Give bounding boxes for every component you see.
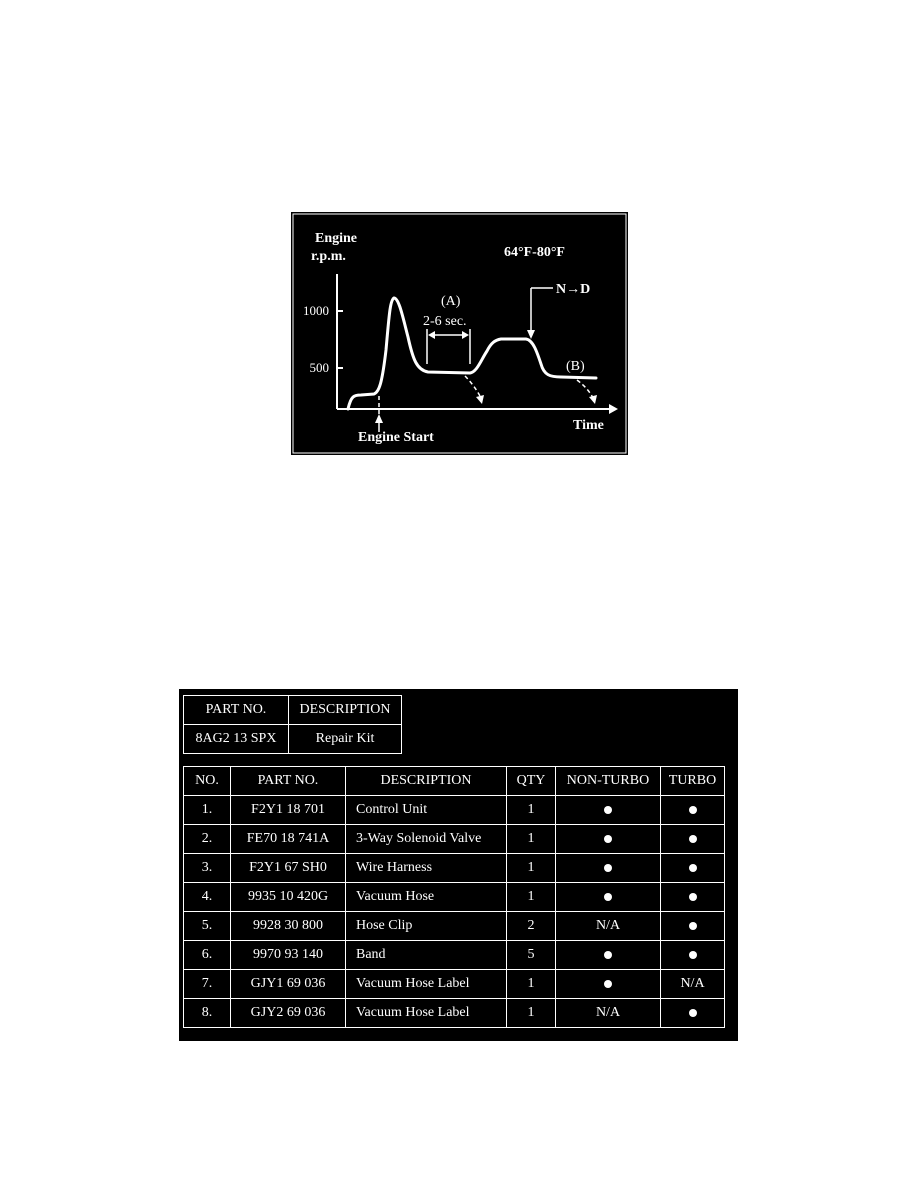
cell-turbo xyxy=(661,912,725,941)
cell-description: Vacuum Hose Label xyxy=(346,999,507,1028)
cell-qty: 1 xyxy=(507,999,556,1028)
marker-a-duration: 2-6 sec. xyxy=(423,314,467,329)
table-row xyxy=(184,883,725,912)
cell-non-turbo xyxy=(556,970,661,999)
parts-table xyxy=(183,766,725,1028)
header-no: NO. xyxy=(184,767,231,796)
cell-no: 7. xyxy=(184,970,231,999)
cell-no: 5. xyxy=(184,912,231,941)
marker-b-label: (B) xyxy=(566,359,585,374)
availability-dot-icon xyxy=(604,980,612,988)
cell-non-turbo xyxy=(556,854,661,883)
cell-qty: 1 xyxy=(507,883,556,912)
cell-description: Control Unit xyxy=(346,796,507,825)
cell-qty: 1 xyxy=(507,825,556,854)
y-tick-1000: 1000 xyxy=(303,303,329,318)
availability-dot-icon xyxy=(604,893,612,901)
cell-turbo xyxy=(661,825,725,854)
kit-part-no: 8AG2 13 SPX xyxy=(184,725,289,754)
cell-qty: 1 xyxy=(507,854,556,883)
cell-part-no: F2Y1 18 701 xyxy=(231,796,346,825)
x-axis-label: Time xyxy=(573,418,604,433)
cell-description: 3-Way Solenoid Valve xyxy=(346,825,507,854)
availability-dot-icon xyxy=(604,806,612,814)
cell-description: Vacuum Hose xyxy=(346,883,507,912)
cell-description: Vacuum Hose Label xyxy=(346,970,507,999)
cell-turbo xyxy=(661,999,725,1028)
y-tick-500: 500 xyxy=(309,360,329,375)
cell-part-no: GJY2 69 036 xyxy=(231,999,346,1028)
cell-part-no: FE70 18 741A xyxy=(231,825,346,854)
availability-dot-icon xyxy=(604,835,612,843)
cell-turbo xyxy=(661,796,725,825)
kit-header-description: DESCRIPTION xyxy=(289,696,402,725)
cell-no: 3. xyxy=(184,854,231,883)
y-axis-label-line2: r.p.m. xyxy=(311,249,346,264)
cell-no: 1. xyxy=(184,796,231,825)
availability-dot-icon xyxy=(689,835,697,843)
parts-header-row xyxy=(184,767,725,796)
marker-a-label: (A) xyxy=(441,294,461,309)
cell-qty: 1 xyxy=(507,970,556,999)
shift-label: N→D xyxy=(556,282,591,297)
table-row xyxy=(184,999,725,1028)
cell-qty: 2 xyxy=(507,912,556,941)
cell-turbo xyxy=(661,941,725,970)
table-row xyxy=(184,970,725,999)
availability-dot-icon xyxy=(604,951,612,959)
table-row xyxy=(184,854,725,883)
parts-body xyxy=(184,796,725,1028)
cell-description: Wire Harness xyxy=(346,854,507,883)
cell-non-turbo: N/A xyxy=(556,912,661,941)
availability-dot-icon xyxy=(689,893,697,901)
table-row xyxy=(184,912,725,941)
cell-part-no: GJY1 69 036 xyxy=(231,970,346,999)
cell-turbo: N/A xyxy=(661,970,725,999)
engine-rpm-figure xyxy=(291,212,628,455)
table-row xyxy=(184,941,725,970)
cell-part-no: F2Y1 67 SH0 xyxy=(231,854,346,883)
header-turbo: TURBO xyxy=(661,767,725,796)
kit-description: Repair Kit xyxy=(289,725,402,754)
availability-dot-icon xyxy=(689,951,697,959)
availability-dot-icon xyxy=(689,864,697,872)
kit-header-row xyxy=(184,696,402,725)
availability-dot-icon xyxy=(689,806,697,814)
kit-row xyxy=(184,725,402,754)
cell-non-turbo xyxy=(556,883,661,912)
cell-non-turbo: N/A xyxy=(556,999,661,1028)
cell-part-no: 9935 10 420G xyxy=(231,883,346,912)
cell-no: 6. xyxy=(184,941,231,970)
cell-non-turbo xyxy=(556,941,661,970)
parts-list-figure xyxy=(179,689,738,1041)
kit-header-part-no: PART NO. xyxy=(184,696,289,725)
cell-description: Band xyxy=(346,941,507,970)
cell-non-turbo xyxy=(556,825,661,854)
header-part-no: PART NO. xyxy=(231,767,346,796)
header-non-turbo: NON-TURBO xyxy=(556,767,661,796)
header-description: DESCRIPTION xyxy=(346,767,507,796)
rpm-curve-diagram xyxy=(291,212,628,455)
cell-no: 8. xyxy=(184,999,231,1028)
availability-dot-icon xyxy=(689,1009,697,1017)
cell-description: Hose Clip xyxy=(346,912,507,941)
header-qty: QTY xyxy=(507,767,556,796)
repair-kit-table xyxy=(183,695,402,754)
availability-dot-icon xyxy=(604,864,612,872)
cell-turbo xyxy=(661,883,725,912)
table-row xyxy=(184,825,725,854)
availability-dot-icon xyxy=(689,922,697,930)
cell-qty: 5 xyxy=(507,941,556,970)
table-row xyxy=(184,796,725,825)
cell-part-no: 9970 93 140 xyxy=(231,941,346,970)
cell-turbo xyxy=(661,854,725,883)
cell-no: 2. xyxy=(184,825,231,854)
cell-qty: 1 xyxy=(507,796,556,825)
y-axis-label-line1: Engine xyxy=(315,231,358,246)
engine-start-label: Engine Start xyxy=(358,430,434,445)
temperature-range: 64°F-80°F xyxy=(504,245,565,260)
cell-part-no: 9928 30 800 xyxy=(231,912,346,941)
cell-no: 4. xyxy=(184,883,231,912)
cell-non-turbo xyxy=(556,796,661,825)
